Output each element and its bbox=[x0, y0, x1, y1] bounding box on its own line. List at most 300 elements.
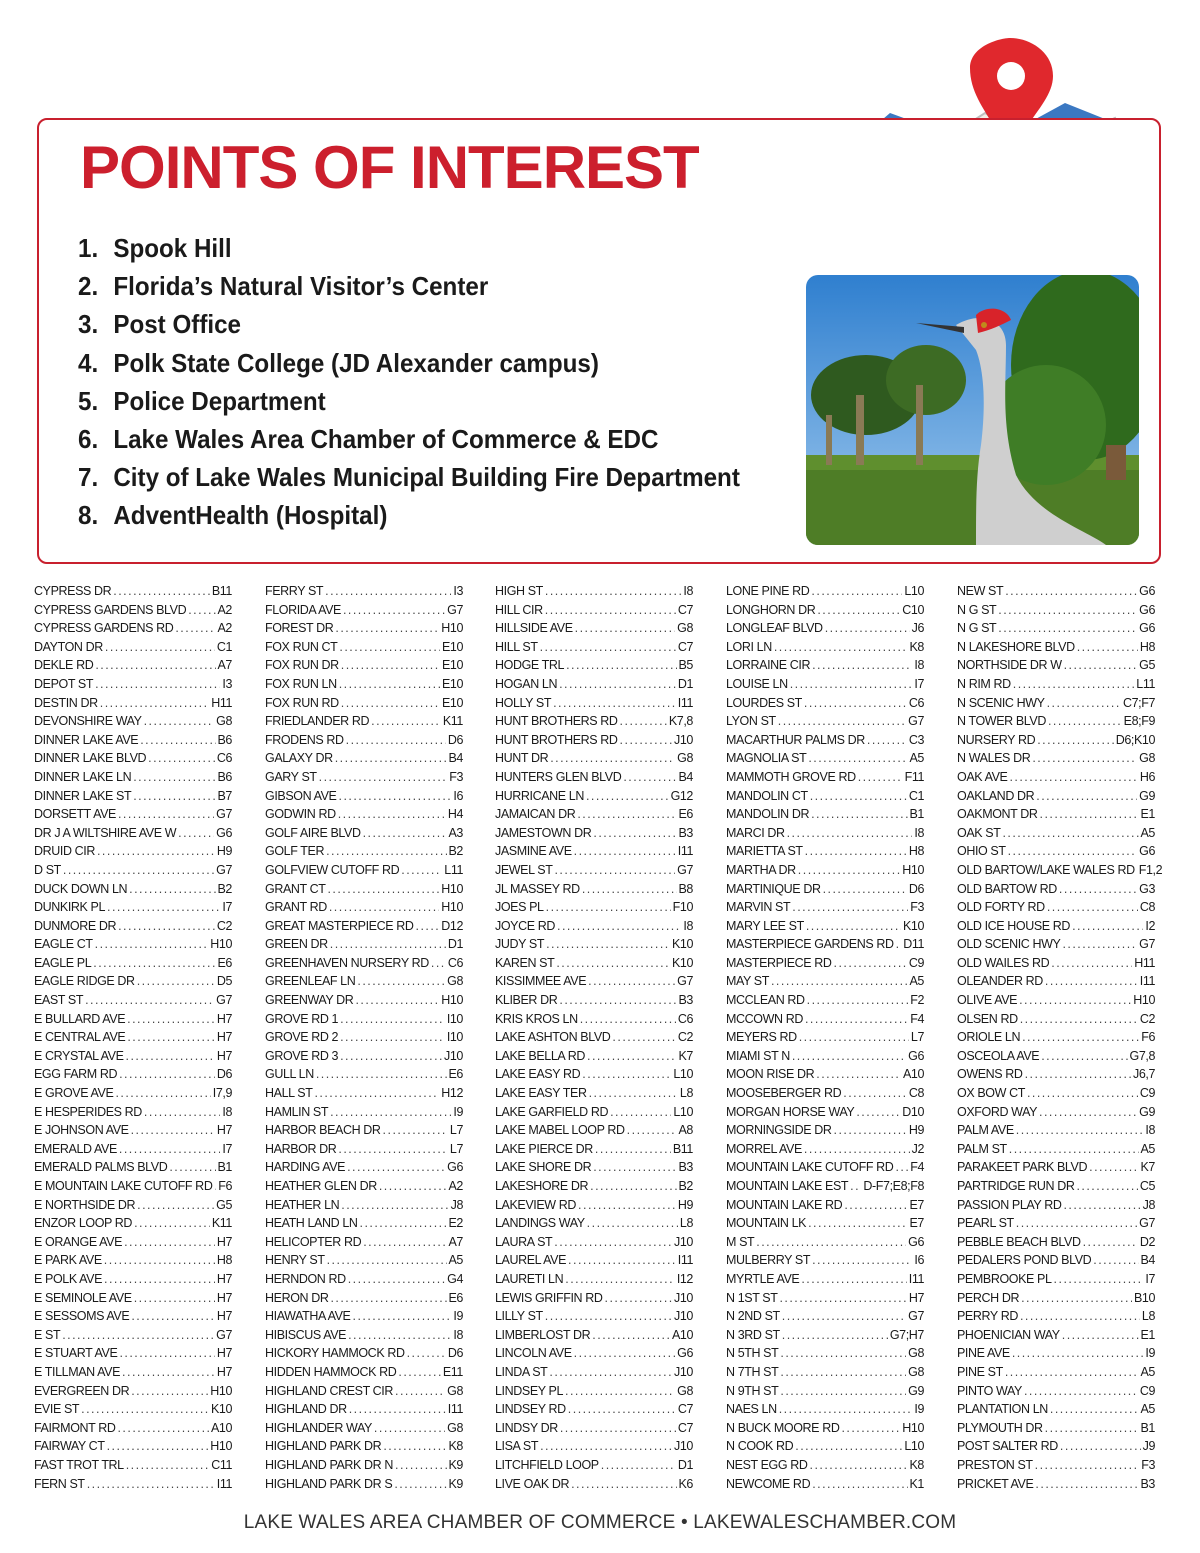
map-grid-reference: A5 bbox=[448, 1253, 463, 1268]
street-name: LIVE OAK DR bbox=[495, 1476, 570, 1491]
map-grid-reference: G7 bbox=[216, 862, 232, 877]
street-name: HILL CIR bbox=[495, 602, 543, 617]
map-grid-reference: I10 bbox=[446, 1030, 463, 1045]
street-name: PARAKEET PARK BLVD bbox=[957, 1160, 1088, 1175]
dot-leader bbox=[782, 1307, 906, 1326]
dot-leader bbox=[339, 787, 452, 806]
map-grid-reference: I8 bbox=[683, 918, 693, 933]
map-grid-reference: L8 bbox=[679, 1086, 693, 1101]
dot-leader bbox=[565, 1382, 675, 1401]
street-name: HERON DR bbox=[265, 1290, 329, 1305]
map-grid-reference: I6 bbox=[453, 788, 463, 803]
street-name: OLIVE AVE bbox=[957, 993, 1018, 1008]
street-index-row bbox=[726, 824, 924, 843]
map-grid-reference: I9 bbox=[914, 1402, 924, 1417]
street-index-row bbox=[957, 1065, 1155, 1084]
street-index-row bbox=[265, 842, 463, 861]
map-grid-reference: B2 bbox=[217, 881, 232, 896]
dot-leader bbox=[347, 1158, 445, 1177]
street-name: HEATHER LN bbox=[265, 1197, 340, 1212]
map-grid-reference: A5 bbox=[1140, 1364, 1155, 1379]
map-grid-reference: D6;K10 bbox=[1115, 732, 1155, 747]
street-name: GODWIN RD bbox=[265, 807, 336, 822]
street-index-row bbox=[726, 1065, 924, 1084]
map-grid-reference: H7 bbox=[216, 1309, 232, 1324]
dot-leader bbox=[137, 972, 215, 991]
street-index-row bbox=[34, 601, 232, 620]
map-grid-reference: I9 bbox=[453, 1104, 463, 1119]
dot-leader bbox=[95, 935, 209, 954]
dot-leader bbox=[1025, 1065, 1131, 1084]
street-index-row bbox=[726, 1289, 924, 1308]
street-name: PLANTATION LN bbox=[957, 1402, 1048, 1417]
street-name: N 3RD ST bbox=[726, 1327, 780, 1342]
street-index-row bbox=[957, 991, 1155, 1010]
map-grid-reference: K10 bbox=[671, 955, 693, 970]
map-grid-reference: K7 bbox=[1140, 1160, 1155, 1175]
dot-leader bbox=[810, 1456, 908, 1475]
dot-leader bbox=[580, 1010, 676, 1029]
street-name: HALL ST bbox=[265, 1086, 313, 1101]
street-name: PINE AVE bbox=[957, 1346, 1010, 1361]
street-index-row bbox=[726, 712, 924, 731]
map-grid-reference: K8 bbox=[909, 1457, 924, 1472]
map-grid-reference: K8 bbox=[909, 639, 924, 654]
dot-leader bbox=[431, 954, 446, 973]
street-index-row bbox=[495, 1456, 693, 1475]
dot-leader bbox=[806, 917, 901, 936]
map-grid-reference: K10 bbox=[671, 937, 693, 952]
map-grid-reference: C10 bbox=[902, 602, 924, 617]
street-name: N WALES DR bbox=[957, 751, 1031, 766]
map-grid-reference: L7 bbox=[449, 1123, 463, 1138]
street-index-column bbox=[34, 582, 232, 1493]
street-name: JASMINE AVE bbox=[495, 844, 572, 859]
dot-leader bbox=[330, 1103, 451, 1122]
map-grid-reference: H7 bbox=[216, 1271, 232, 1286]
street-name: PEBBLE BEACH BLVD bbox=[957, 1234, 1081, 1249]
dot-leader bbox=[812, 1251, 912, 1270]
map-grid-reference: G9 bbox=[908, 1383, 924, 1398]
street-name: HUNT BROTHERS RD bbox=[495, 714, 618, 729]
map-grid-reference: H7 bbox=[216, 1048, 232, 1063]
street-index-row bbox=[957, 880, 1155, 899]
map-grid-reference: D10 bbox=[902, 1104, 924, 1119]
map-grid-reference: G9 bbox=[1139, 788, 1155, 803]
street-name: LINDSEY PL bbox=[495, 1383, 564, 1398]
street-index-row bbox=[34, 824, 232, 843]
dot-leader bbox=[341, 694, 440, 713]
street-name: E STUART AVE bbox=[34, 1346, 118, 1361]
map-grid-reference: G12 bbox=[670, 788, 693, 803]
dot-leader bbox=[605, 1289, 673, 1308]
street-name: N BUCK MOORE RD bbox=[726, 1420, 840, 1435]
map-grid-reference: K7,8 bbox=[668, 714, 693, 729]
poi-name: Polk State College (JD Alexander campus) bbox=[113, 347, 599, 378]
map-grid-reference: D6 bbox=[216, 1067, 232, 1082]
dot-leader bbox=[360, 1214, 447, 1233]
street-name: HEATHER GLEN DR bbox=[265, 1179, 377, 1193]
street-index-row bbox=[495, 972, 693, 991]
map-grid-reference: B3 bbox=[678, 825, 693, 840]
street-name: N COOK RD bbox=[726, 1439, 794, 1454]
street-name: FOX RUN LN bbox=[265, 676, 337, 691]
street-index-row bbox=[726, 1270, 924, 1289]
map-grid-reference: G8 bbox=[447, 974, 463, 989]
street-index-row bbox=[34, 954, 232, 973]
map-grid-reference: G7 bbox=[216, 993, 232, 1008]
dot-leader bbox=[782, 1326, 888, 1345]
dot-leader bbox=[104, 1270, 215, 1289]
dot-leader bbox=[348, 1270, 445, 1289]
dot-leader bbox=[416, 917, 440, 936]
poi-item bbox=[78, 382, 740, 420]
map-grid-reference: J10 bbox=[674, 1309, 693, 1324]
map-grid-reference: G6 bbox=[908, 1048, 924, 1063]
map-grid-reference: B4 bbox=[448, 751, 463, 766]
map-grid-reference: B11 bbox=[211, 584, 232, 598]
street-name: LAURA ST bbox=[495, 1234, 553, 1249]
dot-leader bbox=[808, 1214, 907, 1233]
dot-leader bbox=[327, 880, 439, 899]
street-name: KAREN ST bbox=[495, 955, 555, 970]
map-grid-reference: G4 bbox=[447, 1271, 463, 1286]
dot-leader bbox=[587, 1047, 677, 1066]
dot-leader bbox=[582, 1065, 671, 1084]
dot-leader bbox=[131, 1382, 208, 1401]
street-name: NEST EGG RD bbox=[726, 1457, 808, 1472]
street-name: LAKE PIERCE DR bbox=[495, 1141, 593, 1156]
street-name: EVERGREEN DR bbox=[34, 1383, 130, 1398]
street-name: OLD WAILES RD bbox=[957, 955, 1050, 970]
street-index-row bbox=[726, 935, 924, 954]
street-name: EMERALD PALMS BLVD bbox=[34, 1160, 168, 1175]
street-index bbox=[34, 582, 1164, 1497]
street-name: LINDSY DR bbox=[495, 1420, 558, 1435]
street-name: N 9TH ST bbox=[726, 1383, 779, 1398]
street-index-row bbox=[726, 1233, 924, 1252]
map-grid-reference: B3 bbox=[678, 1160, 693, 1175]
street-name: E CRYSTAL AVE bbox=[34, 1048, 124, 1063]
street-name: LINCOLN AVE bbox=[495, 1346, 572, 1361]
street-index-row bbox=[495, 954, 693, 973]
street-index-row bbox=[265, 1214, 463, 1233]
street-name: E ST bbox=[34, 1327, 61, 1342]
street-name: EAST ST bbox=[34, 993, 84, 1008]
map-grid-reference: D6 bbox=[447, 1346, 463, 1361]
street-index-row bbox=[726, 694, 924, 713]
street-name: PEMBROOKE PL bbox=[957, 1271, 1052, 1286]
dot-leader bbox=[549, 1363, 672, 1382]
street-name: E PARK AVE bbox=[34, 1253, 102, 1268]
street-name: HIGHLAND DR bbox=[265, 1402, 347, 1417]
dot-leader bbox=[623, 768, 676, 787]
poi-item bbox=[78, 458, 740, 496]
street-name: DINNER LAKE LN bbox=[34, 769, 132, 784]
dot-leader bbox=[850, 1177, 861, 1196]
map-grid-reference: H10 bbox=[210, 1383, 232, 1398]
dot-leader bbox=[808, 749, 907, 768]
poi-number: 6. bbox=[78, 423, 99, 454]
dot-leader bbox=[85, 991, 214, 1010]
map-grid-reference: A5 bbox=[909, 751, 924, 766]
street-name: MCCOWN RD bbox=[726, 1011, 803, 1026]
map-grid-reference: D5 bbox=[216, 974, 232, 989]
street-name: PLYMOUTH DR bbox=[957, 1420, 1043, 1435]
street-index-row bbox=[957, 768, 1155, 787]
map-grid-reference: D1 bbox=[677, 1457, 693, 1472]
dot-leader bbox=[545, 582, 681, 601]
dot-leader bbox=[559, 991, 676, 1010]
map-grid-reference: D11 bbox=[903, 937, 924, 952]
street-name: HUNT BROTHERS RD bbox=[495, 732, 618, 747]
street-index-row bbox=[34, 1382, 232, 1401]
street-index-row bbox=[495, 1400, 693, 1419]
street-index-row bbox=[34, 1177, 232, 1196]
street-index-row bbox=[34, 880, 232, 899]
dot-leader bbox=[134, 1214, 210, 1233]
street-index-row bbox=[495, 1010, 693, 1029]
street-index-row bbox=[495, 656, 693, 675]
dot-leader bbox=[804, 1140, 910, 1159]
street-index-row bbox=[957, 1140, 1155, 1159]
street-index-row bbox=[726, 1475, 924, 1494]
map-grid-reference: B11 bbox=[672, 1141, 693, 1156]
dot-leader bbox=[1048, 712, 1122, 731]
dot-leader bbox=[1077, 638, 1138, 657]
street-name: OHIO ST bbox=[957, 844, 1006, 859]
dot-leader bbox=[787, 824, 913, 843]
street-name: MASTERPIECE GARDENS RD bbox=[726, 937, 894, 952]
dot-leader bbox=[340, 1010, 445, 1029]
map-grid-reference: F4 bbox=[910, 1160, 924, 1175]
dot-leader bbox=[771, 972, 908, 991]
street-name: JL MASSEY RD bbox=[495, 881, 580, 896]
map-grid-reference: D6 bbox=[908, 881, 924, 896]
street-index-row bbox=[265, 1028, 463, 1047]
map-grid-reference: H10 bbox=[441, 993, 463, 1008]
dot-leader bbox=[131, 1307, 215, 1326]
street-index-row bbox=[34, 805, 232, 824]
street-name: MOON RISE DR bbox=[726, 1067, 815, 1082]
map-grid-reference: I9 bbox=[453, 1309, 463, 1324]
dot-leader bbox=[823, 880, 907, 899]
map-grid-reference: B7 bbox=[217, 788, 232, 803]
street-name: GREENWAY DR bbox=[265, 993, 354, 1008]
street-name: GRANT CT bbox=[265, 881, 326, 896]
dot-leader bbox=[115, 1084, 210, 1103]
dot-leader bbox=[87, 1475, 215, 1494]
map-grid-reference: A10 bbox=[210, 1420, 232, 1435]
dot-leader bbox=[834, 1121, 907, 1140]
map-grid-reference: H9 bbox=[216, 844, 232, 859]
street-name: LAKE SHORE DR bbox=[495, 1160, 592, 1175]
dot-leader bbox=[319, 768, 448, 787]
map-grid-reference: J6,7 bbox=[1132, 1067, 1155, 1082]
dot-leader bbox=[1060, 1437, 1141, 1456]
dot-leader bbox=[93, 954, 215, 973]
street-name: N 5TH ST bbox=[726, 1346, 779, 1361]
street-index-row bbox=[957, 712, 1155, 731]
street-index-row bbox=[957, 1437, 1155, 1456]
map-grid-reference: H10 bbox=[210, 1439, 232, 1454]
street-index-row bbox=[726, 1419, 924, 1438]
map-grid-reference: G8 bbox=[908, 1346, 924, 1361]
dot-leader bbox=[546, 898, 671, 917]
map-grid-reference: F1,2 bbox=[1138, 862, 1163, 877]
map-grid-reference: B6 bbox=[217, 732, 232, 747]
street-index-row bbox=[957, 1289, 1155, 1308]
street-index-row bbox=[265, 880, 463, 899]
street-name: KISSIMMEE AVE bbox=[495, 974, 587, 989]
street-index-row bbox=[265, 1270, 463, 1289]
street-name: PRESTON ST bbox=[957, 1457, 1033, 1472]
street-name: E NORTHSIDE DR bbox=[34, 1197, 136, 1212]
street-index-row bbox=[34, 1233, 232, 1252]
dot-leader bbox=[341, 656, 440, 675]
map-grid-reference: H7 bbox=[216, 1364, 232, 1379]
street-index-row bbox=[495, 917, 693, 936]
map-grid-reference: I3 bbox=[453, 584, 463, 598]
map-grid-reference: G6 bbox=[1139, 584, 1155, 598]
map-grid-reference: H4 bbox=[447, 807, 463, 822]
dot-leader bbox=[100, 694, 209, 713]
dot-leader bbox=[1005, 582, 1137, 601]
dot-leader bbox=[834, 954, 907, 973]
map-grid-reference: I11 bbox=[677, 695, 693, 710]
dot-leader bbox=[1021, 1289, 1132, 1308]
map-grid-reference: E10 bbox=[441, 639, 463, 654]
street-name: PRICKET AVE bbox=[957, 1476, 1034, 1491]
map-grid-reference: L8 bbox=[679, 1216, 693, 1231]
street-index-row bbox=[265, 972, 463, 991]
street-index-row bbox=[495, 768, 693, 787]
street-name: MARTHA DR bbox=[726, 862, 796, 877]
dot-leader bbox=[1040, 805, 1139, 824]
map-grid-reference: C8 bbox=[908, 1086, 924, 1101]
dot-leader bbox=[780, 1344, 906, 1363]
street-name: LITCHFIELD LOOP bbox=[495, 1457, 599, 1472]
map-grid-reference: J10 bbox=[674, 1439, 693, 1454]
map-grid-reference: I8 bbox=[683, 584, 693, 598]
map-grid-reference: A7 bbox=[448, 1234, 463, 1249]
street-index-row bbox=[495, 1103, 693, 1122]
map-grid-reference: I8 bbox=[914, 658, 924, 673]
dot-leader bbox=[1093, 1251, 1138, 1270]
map-grid-reference: I6 bbox=[914, 1253, 924, 1268]
street-name: LAUREL AVE bbox=[495, 1253, 567, 1268]
dot-leader bbox=[327, 1251, 447, 1270]
map-grid-reference: C2 bbox=[677, 1030, 693, 1045]
dot-leader bbox=[126, 1047, 215, 1066]
map-grid-reference: H9 bbox=[908, 1123, 924, 1138]
street-name: GALAXY DR bbox=[265, 751, 333, 766]
map-grid-reference: G3 bbox=[1139, 881, 1155, 896]
street-index-row bbox=[726, 1121, 924, 1140]
poi-item bbox=[78, 420, 740, 458]
dot-leader bbox=[795, 1437, 902, 1456]
street-name: FERN ST bbox=[34, 1476, 85, 1491]
dot-leader bbox=[841, 1419, 900, 1438]
dot-leader bbox=[343, 601, 445, 620]
dot-leader bbox=[178, 824, 214, 843]
map-grid-reference: G7 bbox=[447, 602, 463, 617]
dot-leader bbox=[340, 1028, 445, 1047]
poi-number: 1. bbox=[78, 233, 99, 263]
dot-leader bbox=[811, 582, 902, 601]
street-index-row bbox=[265, 991, 463, 1010]
street-index-row bbox=[726, 898, 924, 917]
street-name: FOREST DR bbox=[265, 621, 334, 636]
street-index-row bbox=[34, 638, 232, 657]
map-grid-reference: E10 bbox=[441, 658, 463, 673]
street-name: LONGLEAF BLVD bbox=[726, 621, 823, 636]
map-grid-reference: E1 bbox=[1140, 807, 1155, 822]
street-index-column bbox=[957, 582, 1163, 1493]
street-name: NEW ST bbox=[957, 584, 1004, 598]
map-grid-reference: I11 bbox=[677, 1253, 693, 1268]
street-name: GRANT RD bbox=[265, 900, 327, 915]
map-grid-reference: G6 bbox=[908, 1234, 924, 1249]
dot-leader bbox=[1027, 1084, 1138, 1103]
street-index-row bbox=[957, 1419, 1155, 1438]
street-index-row bbox=[495, 1214, 693, 1233]
street-name: MOUNTAIN LAKE CUTOFF RD bbox=[726, 1160, 894, 1175]
street-name: OLD ICE HOUSE RD bbox=[957, 918, 1071, 933]
map-grid-reference: H9 bbox=[677, 1197, 693, 1212]
street-name: GOLF AIRE BLVD bbox=[265, 825, 361, 840]
map-grid-reference: I7 bbox=[1145, 1271, 1155, 1286]
dot-leader bbox=[329, 898, 439, 917]
street-name: GREENHAVEN NURSERY RD bbox=[265, 955, 429, 970]
map-grid-reference: L10 bbox=[673, 1104, 693, 1119]
street-index-row bbox=[726, 1456, 924, 1475]
map-grid-reference: L7 bbox=[449, 1141, 463, 1156]
dot-leader bbox=[595, 1140, 671, 1159]
street-index-row bbox=[726, 731, 924, 750]
street-index-row bbox=[957, 917, 1155, 936]
map-grid-reference: H10 bbox=[1133, 993, 1155, 1008]
map-grid-reference: H7 bbox=[216, 1290, 232, 1305]
map-grid-reference: G8 bbox=[677, 1383, 693, 1398]
street-name: GROVE RD 2 bbox=[265, 1030, 339, 1045]
dot-leader bbox=[801, 1270, 906, 1289]
street-index-row bbox=[34, 1475, 232, 1494]
street-name: EMERALD AVE bbox=[34, 1141, 117, 1156]
dot-leader bbox=[1037, 731, 1114, 750]
dot-leader bbox=[546, 935, 670, 954]
street-name: PEDALERS POND BLVD bbox=[957, 1253, 1092, 1268]
map-grid-reference: G6 bbox=[1139, 621, 1155, 636]
dot-leader bbox=[601, 1456, 676, 1475]
street-name: HIGHLAND CREST CIR bbox=[265, 1383, 394, 1398]
street-index-row bbox=[726, 1140, 924, 1159]
street-index-row bbox=[726, 619, 924, 638]
dot-leader bbox=[118, 805, 214, 824]
street-index-row bbox=[495, 1437, 693, 1456]
street-index-row bbox=[957, 1010, 1155, 1029]
dot-leader bbox=[325, 582, 451, 601]
street-name: OLD FORTY RD bbox=[957, 900, 1045, 915]
street-index-row bbox=[495, 787, 693, 806]
street-name: N 7TH ST bbox=[726, 1364, 779, 1379]
street-name: N LAKESHORE BLVD bbox=[957, 639, 1075, 654]
map-grid-reference: B2 bbox=[678, 1179, 693, 1193]
street-index-row bbox=[265, 1140, 463, 1159]
street-name: HERNDON RD bbox=[265, 1271, 346, 1286]
map-grid-reference: H11 bbox=[1134, 955, 1155, 970]
street-index-row bbox=[265, 694, 463, 713]
